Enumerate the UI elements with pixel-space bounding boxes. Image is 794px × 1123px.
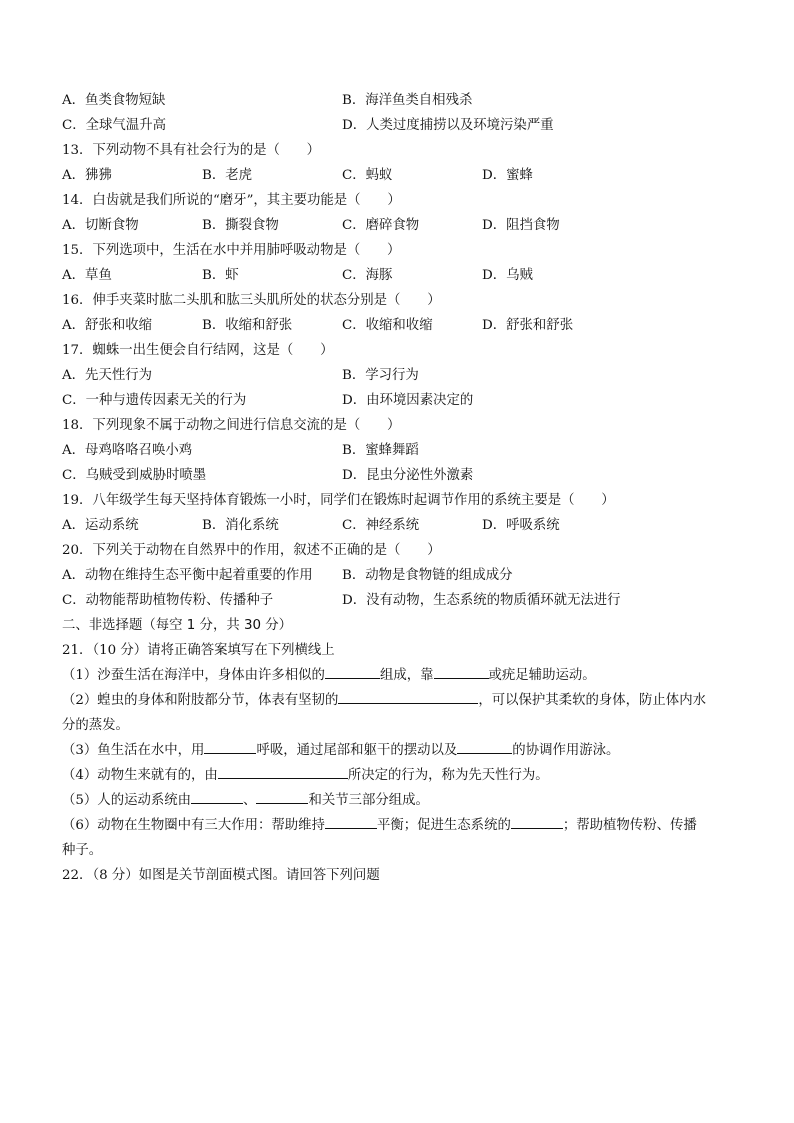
- q15-option-b: B．虾: [202, 268, 239, 283]
- q21-s3-text-c: 的协调作用游泳。: [512, 743, 620, 758]
- q16-option-a: A．舒张和收缩: [62, 318, 153, 333]
- q20-option-b: B．动物是食物链的组成成分: [342, 568, 513, 583]
- q21-sub-2: [62, 688, 742, 713]
- q15-option-d: D．乌贼: [482, 268, 533, 283]
- q18-option-c: C．乌贼受到威胁时喷墨: [62, 468, 207, 483]
- answer-blank[interactable]: [338, 689, 478, 704]
- q21-sub-3: [62, 738, 742, 763]
- question-16-stem: 16．伸手夹菜时肱二头肌和肱三头肌所处的状态分别是（ ）: [62, 293, 441, 308]
- question-15-stem: 15．下列选项中，生活在水中并用肺呼吸动物是（ ）: [62, 243, 401, 258]
- q16-option-d: D．舒张和舒张: [482, 318, 574, 333]
- answer-blank[interactable]: [256, 789, 308, 804]
- q21-sub-6-cont: 种子。: [62, 843, 103, 858]
- q21-s2-text-a: （2）蝗虫的身体和附肢都分节，体表有坚韧的: [62, 693, 339, 708]
- q13-option-b: B．老虎: [202, 168, 253, 183]
- q21-s6-text-a: （6）动物在生物圈中有三大作用：帮助维持: [62, 818, 325, 833]
- q19-option-d: D．呼吸系统: [482, 518, 560, 533]
- q21-sub-6: [62, 813, 742, 838]
- q21-s5-text-a: （5）人的运动系统由: [62, 793, 192, 808]
- question-16-options: [62, 313, 742, 338]
- question-17-options-row-2: [62, 388, 742, 413]
- q18-option-d: D．昆虫分泌性外激素: [342, 468, 474, 483]
- q21-s4-text-b: 所决定的行为，称为先天性行为。: [347, 768, 549, 783]
- q21-sub-2-cont: 分的蒸发。: [62, 718, 129, 733]
- q12-options-row-2: [62, 113, 742, 138]
- q13-option-a: A．狒狒: [62, 168, 112, 183]
- question-17-options-row-1: [62, 363, 742, 388]
- q21-s5-text-c: 和关节三部分组成。: [308, 793, 429, 808]
- question-14-stem: 14．白齿就是我们所说的“磨牙”，其主要功能是（ ）: [62, 193, 401, 208]
- answer-blank[interactable]: [434, 664, 489, 679]
- question-18-options-row-1: [62, 438, 742, 463]
- exam-page: [62, 88, 742, 888]
- q14-option-c: C．磨碎食物: [342, 218, 420, 233]
- q15-option-c: C．海豚: [342, 268, 393, 283]
- q21-s3-text-b: 呼吸，通过尾部和躯干的摆动以及: [256, 743, 458, 758]
- q20-option-c: C．动物能帮助植物传粉、传播种子: [62, 593, 274, 608]
- question-18-stem: 18．下列现象不属于动物之间进行信息交流的是（ ）: [62, 418, 401, 433]
- answer-blank[interactable]: [511, 814, 563, 829]
- q21-s1-text-c: 或疣足辅助运动。: [488, 668, 596, 683]
- q21-s1-text-a: （1）沙蚕生活在海洋中，身体由许多相似的: [62, 668, 325, 683]
- q21-s6-text-b: 平衡；促进生态系统的: [376, 818, 511, 833]
- q21-s3-text-a: （3）鱼生活在水中，用: [62, 743, 205, 758]
- question-19-options: [62, 513, 742, 538]
- question-15-options: [62, 263, 742, 288]
- q19-option-b: B．消化系统: [202, 518, 279, 533]
- q21-s6-text-c: ；帮助植物传粉、传播: [562, 818, 697, 833]
- question-13-options: [62, 163, 742, 188]
- answer-blank[interactable]: [204, 739, 256, 754]
- question-20-options-row-1: [62, 563, 742, 588]
- question-20-stem: 20．下列关于动物在自然界中的作用，叙述不正确的是（ ）: [62, 543, 441, 558]
- q21-sub-4: [62, 763, 742, 788]
- q21-sub-1: [62, 663, 742, 688]
- q16-option-c: C．收缩和收缩: [342, 318, 433, 333]
- q15-option-a: A．草鱼: [62, 268, 112, 283]
- q13-option-c: C．蚂蚁: [342, 168, 393, 183]
- q14-option-d: D．阻挡食物: [482, 218, 560, 233]
- q21-s5-text-b: 、: [243, 793, 257, 808]
- answer-blank[interactable]: [191, 789, 243, 804]
- answer-blank[interactable]: [457, 739, 512, 754]
- q12-option-b: B．海洋鱼类自相残杀: [342, 93, 473, 108]
- q12-options-row-1: [62, 88, 742, 113]
- answer-blank[interactable]: [218, 764, 348, 779]
- q19-option-a: A．运动系统: [62, 518, 139, 533]
- q21-s2-text-b: ，可以保护其柔软的身体，防止体内水: [478, 693, 706, 708]
- q18-option-a: A．母鸡咯咯召唤小鸡: [62, 443, 193, 458]
- q17-option-d: D．由环境因素决定的: [342, 393, 474, 408]
- q14-option-b: B．撕裂食物: [202, 218, 279, 233]
- q20-option-a: A．动物在维持生态平衡中起着重要的作用: [62, 568, 313, 583]
- q21-s4-text-a: （4）动物生来就有的，由: [62, 768, 218, 783]
- question-13-stem: 13．下列动物不具有社会行为的是（ ）: [62, 143, 321, 158]
- q12-option-c: C．全球气温升高: [62, 118, 166, 133]
- q12-option-d: D．人类过度捕捞以及环境污染严重: [342, 118, 554, 133]
- q17-option-c: C．一种与遗传因素无关的行为: [62, 393, 247, 408]
- question-20-options-row-2: [62, 588, 742, 613]
- question-14-options: [62, 213, 742, 238]
- question-18-options-row-2: [62, 463, 742, 488]
- answer-blank[interactable]: [325, 664, 380, 679]
- answer-blank[interactable]: [325, 814, 377, 829]
- q20-option-d: D．没有动物，生态系统的物质循环就无法进行: [342, 593, 621, 608]
- q13-option-d: D．蜜蜂: [482, 168, 533, 183]
- q21-sub-5: [62, 788, 742, 813]
- q21-s1-text-b: 组成，靠: [379, 668, 434, 683]
- question-17-stem: 17．蜘蛛一出生便会自行结网，这是（ ）: [62, 343, 334, 358]
- question-19-stem: 19．八年级学生每天坚持体育锻炼一小时，同学们在锻炼时起调节作用的系统主要是（ ）: [62, 493, 615, 508]
- q19-option-c: C．神经系统: [342, 518, 420, 533]
- q18-option-b: B．蜜蜂舞蹈: [342, 443, 419, 458]
- section-2-title: 二、非选择题（每空 1 分，共 30 分）: [62, 618, 293, 633]
- q17-option-a: A．先天性行为: [62, 368, 153, 383]
- question-22-stem: 22．（8 分）如图是关节剖面模式图。请回答下列问题: [62, 868, 380, 883]
- q16-option-b: B．收缩和舒张: [202, 318, 293, 333]
- q14-option-a: A．切断食物: [62, 218, 139, 233]
- question-21-stem: 21．（10 分）请将正确答案填写在下列横线上: [62, 643, 335, 658]
- q12-option-a: A．鱼类食物短缺: [62, 93, 166, 108]
- q17-option-b: B．学习行为: [342, 368, 419, 383]
